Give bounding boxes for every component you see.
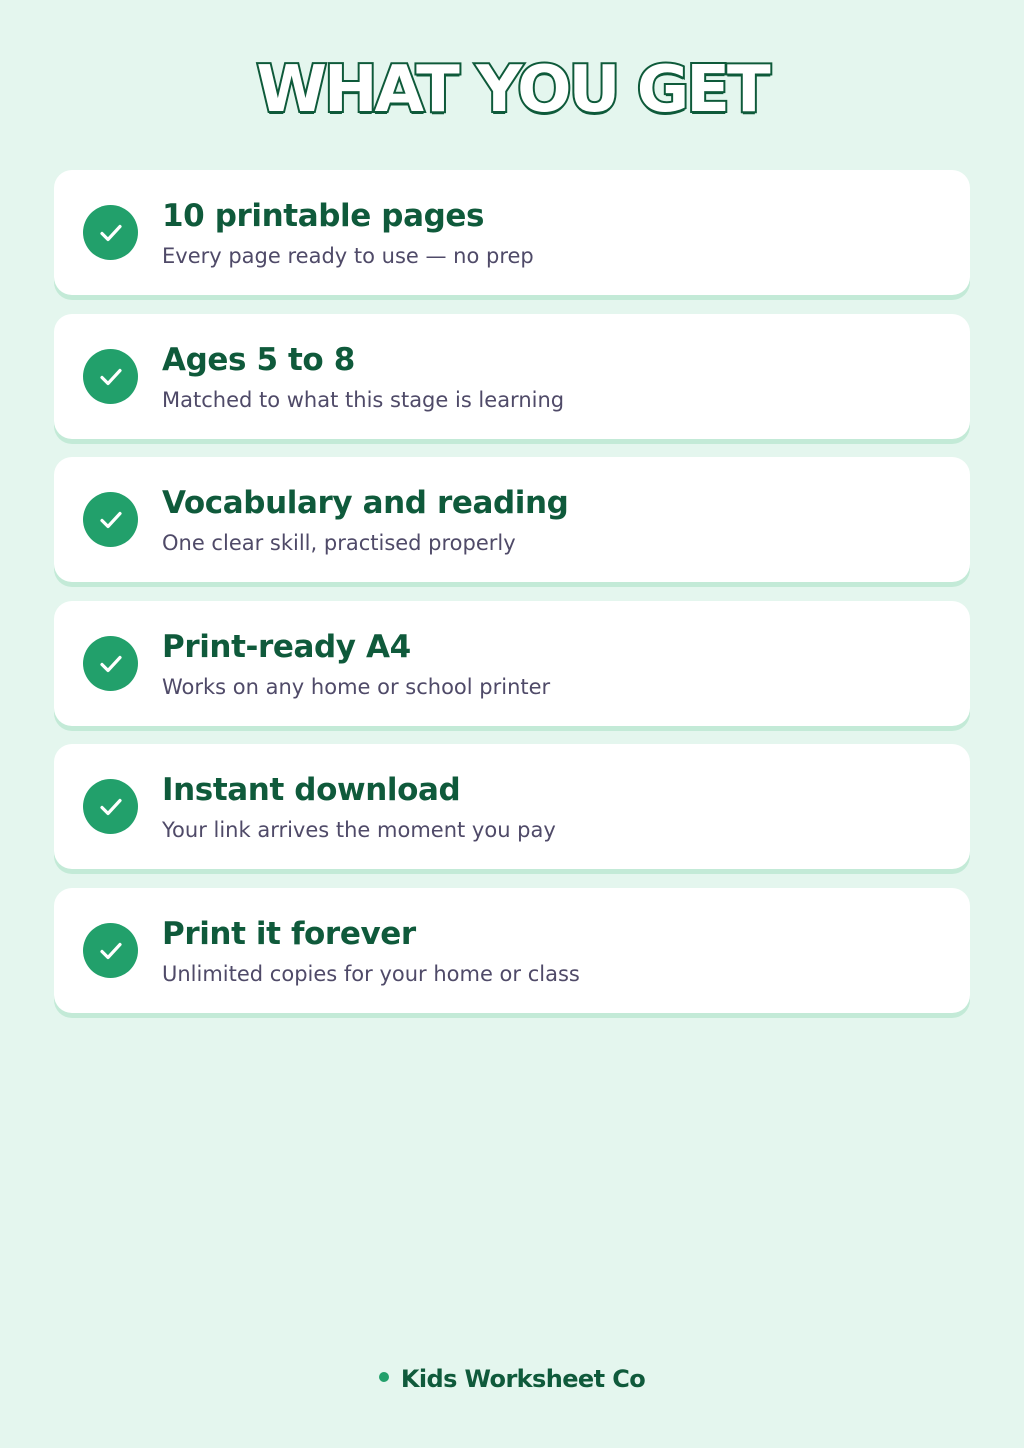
feature-title: Print it forever [162,915,416,952]
feature-card [54,744,970,869]
feature-title: Ages 5 to 8 [162,341,355,378]
feature-title: Print-ready A4 [162,628,411,665]
feature-title: Instant download [162,772,461,808]
feature-description: Matched to what this stage is learning [162,387,565,412]
feature-card [54,601,970,726]
check-icon [83,205,138,260]
feature-card [54,457,970,582]
feature-description: Every page ready to use — no prep [162,244,534,268]
feature-description: Works on any home or school printer [162,674,551,699]
brand-name: Kids Worksheet Co [400,1365,646,1393]
page-title: WHAT YOU GET [256,53,768,127]
feature-description: One clear skill, practised properly [162,531,516,555]
check-icon [83,636,138,691]
feature-card [54,888,970,1013]
feature-title: 10 printable pages [162,198,485,234]
check-icon [83,779,138,834]
check-icon [83,349,138,404]
feature-card [54,314,970,439]
check-icon [83,923,138,978]
feature-card [54,170,970,295]
footer-brand [0,1362,1024,1396]
feature-title: Vocabulary and reading [162,485,569,521]
feature-description: Unlimited copies for your home or class [162,961,580,986]
feature-description: Your link arrives the moment you pay [162,818,556,842]
feature-list [54,170,970,1031]
bullet-dot-icon [379,1372,389,1382]
check-icon [83,492,138,547]
